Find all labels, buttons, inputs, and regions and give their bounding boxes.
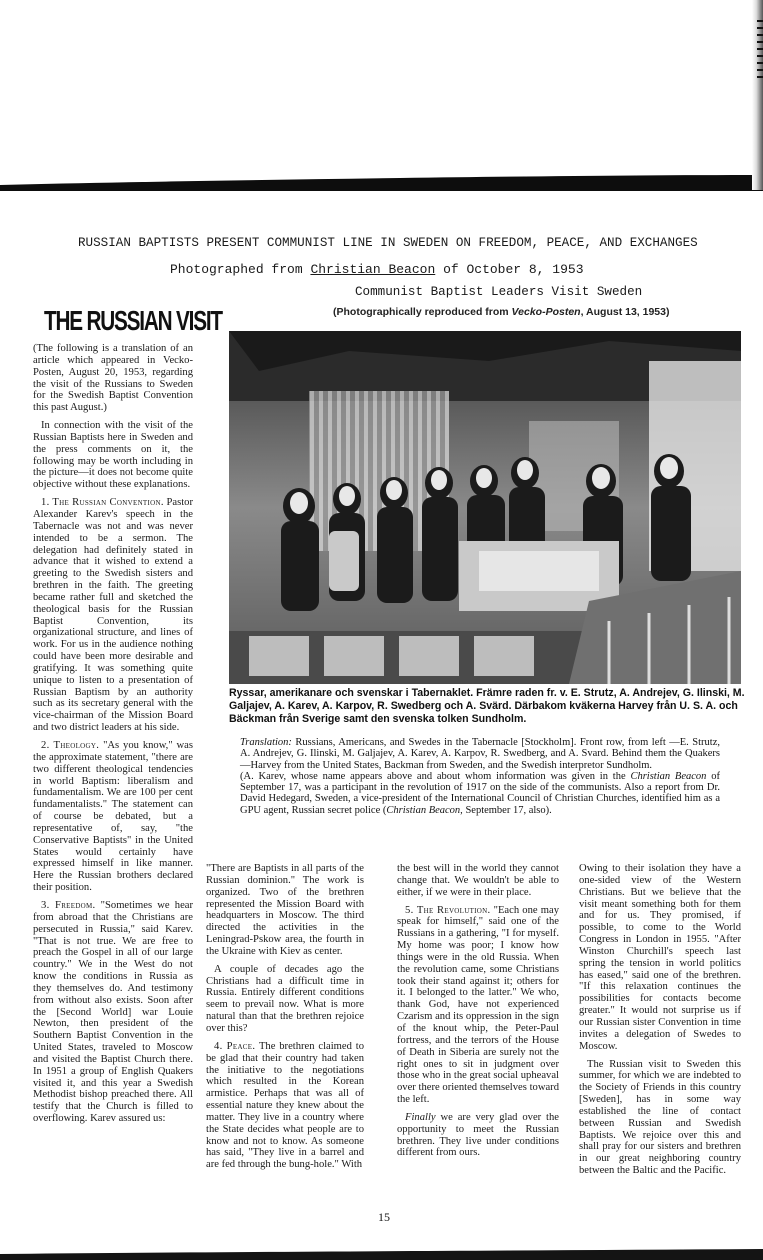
typed-header-line-3: Communist Baptist Leaders Visit Sweden	[355, 285, 643, 299]
karev-note: (A. Karev, whose name appears above and about whom information was given in the Christian Beacon of September 17, was a participant in the revolution of 1917 on the side of the communists. Also a report from Dr. David Hedegard, Sweden, a vice-president of the International Council of Christian Churches, identified him as a GPU agent, Russian secret police (Christian Beacon, September 17, also).	[240, 770, 720, 816]
reproduced-note: (Photographically reproduced from Vecko-Posten, August 13, 1953)	[333, 306, 670, 318]
section-theology: 2. Theology. "As you know," was the approximate statement, "there are two different theological tendencies in world Baptism: liberalism and fundamentalism. We are 100 per cent fundamentalists." The statement can of course be debated, but a representative of, say, "the Conservative Baptists" in the United States would certainly have expressed himself in like manner. Here the Russian brothers declared their position.	[33, 740, 193, 894]
article-column-2	[206, 863, 364, 1177]
column-2-paragraph: "There are Baptists in all parts of the Russian dominion." The work is organized. Two of the brethren represented the Mission Board with headquarters in Moscow. The third directed the activities in the Leningrad-Pskow area, the fourth in the Ukraine with Kiev as center.	[206, 863, 364, 957]
section-russian-convention: 1. The Russian Convention. Pastor Alexander Karev's speech in the Tabernacle was not and was never intended to be a sermon. The delegation had definitely stated in advance that it wished to extend a greeting to the Swedish sisters and brethren in the faith. The greeting became rather full and sketched the theological basis for the Russian Baptist Convention, its organizational structure, and lines of work. For us in the audience nothing could have been more desirable and gratifying. It was something quite unique to listen to a presentation of Russian Baptism by an authority such as its secretary general with the vice-chairman of the Mission Board and two district leaders at his side.	[33, 497, 193, 734]
column-4-paragraph: Owing to their isolation they have a one-sided view of the Western Christians. But we believe that the visit meant something both for them and for us. They promised, if possible, to come to the World Congress in London in 1955. "After Winston Churchill's speech last spring the tension in world politics has eased," said one of the brethren. "If this relaxation continues the possibilities for contacts become greater." It would not surprise us if our Russian sister Convention in time invites a delegation of Swedes to Moscow.	[579, 863, 741, 1052]
article-left-column	[33, 343, 193, 1131]
typed-header-line-2: Photographed from Christian Beacon of October 8, 1953	[170, 262, 584, 277]
page-number: 15	[378, 1210, 390, 1224]
article-title: THE RUSSIAN VISIT	[44, 305, 222, 336]
article-column-4	[579, 863, 741, 1183]
translation-text: Translation: Russians, Americans, and Swedes in the Tabernacle [Stockholm]. Front row, from left —E. Strutz, A. Andrejev, G. Ilinski, M. Galjajev, A. Karev, A. Karpov, R. Swedberg, and A. Svard. Behind them the Quakers—Harvey from the United States, Backman from Sweden, and the Swedish interpretor Sundholm.	[240, 737, 720, 771]
intro-paragraph-2: In connection with the visit of the Russian Baptists here in Sweden and the press comments on it, the following may be worth including in the picture—it does not become quite objective without these explanations.	[33, 420, 193, 491]
column-4-paragraph: The Russian visit to Sweden this summer, for which we are indebted to the Society of Friends in this country [Sweden], has in some way established the line of contact between Russian and Swedish Baptists. We rejoice over this and shall pray for our sisters and brethren in our great neighboring country between the Baltic and the Pacific.	[579, 1058, 741, 1177]
article-column-3	[397, 863, 559, 1165]
photo-caption-swedish: Ryssar, amerikanare och svenskar i Tabernaklet. Främre raden fr. v. E. Strutz, A. Andrejev, G. Ilinski, M. Galjajev, A. Karev, A. Karpov, R. Swedberg och A. Svärd. Därbakom kväkerna Harvey från U. S. A. och Bäckman från Sverige samt den svenska tolken Sundholm.	[229, 687, 745, 725]
column-3-closing: Finally we are very glad over the opportunity to meet the Russian brethren. They live under conditions different from ours.	[397, 1111, 559, 1159]
section-revolution: 5. The Revolution. "Each one may speak for himself," said one of the Russians in a gathering, "I for myself. My home was poor; I know how things were in the old Russia. When the revolution came, some Christians took their stand against it; others for it. I belonged to the latter." We who, thank God, have not experienced Czarism and its oppression in the sign of the knout whip, the Peter-Paul fortress, and the terrors of the House of Death in Siberia are surely not the right ones to sit in judgment over those who in the great social upheaval over there oriented themselves toward the left.	[397, 904, 559, 1106]
photo-caption-translation	[240, 737, 720, 816]
intro-paragraph: (The following is a translation of an article which appeared in Vecko-Posten, August 20, 1953, regarding the visit of the Russians to Sweden for the Swedish Baptist Convention this past August.)	[33, 343, 193, 414]
section-freedom: 3. Freedom. "Sometimes we hear from abroad that the Christians are persecuted in Russia," said Karev. "That is not true. We are free to preach the Gospel in all of our large country." We in the West do not know the conditions in Russia as they themselves do. And testimony from without also exists. Soon after the [Second World] war Louie Newton, then president of the Southern Baptist Convention in the United States, traveled to Moscow and visited the Baptist Church there. In 1951 a group of English Quakers visited it, and this year a Swedish Methodist bishop preached there. All testify that the Church is filled to overflowing. Karev assured us:	[33, 899, 193, 1125]
section-peace: 4. Peace. The brethren claimed to be glad that their country had taken the initiative to the negotiations which resulted in the Korean armistice. Perhaps that was all of essential nature they knew about the matter. They live in a country where the State decides what people are to know and not to know. As someone has said, "They live in a barrel and are fed through the bung-hole." With	[206, 1040, 364, 1171]
scan-right-ticks	[757, 20, 763, 80]
column-3-paragraph: the best will in the world they cannot change that. We wouldn't be able to either, if we were in their place.	[397, 863, 559, 898]
typed-header-line-1: RUSSIAN BAPTISTS PRESENT COMMUNIST LINE IN SWEDEN ON FREEDOM, PEACE, AND EXCHANGES	[78, 236, 698, 250]
scan-bottom-band	[0, 1248, 763, 1260]
column-2-paragraph: A couple of decades ago the Christians had a difficult time in Russia. Entirely different conditions seem to prevail now. What is more natural than that the brethren rejoice over this?	[206, 963, 364, 1034]
source-christian-beacon: Christian Beacon	[310, 262, 436, 277]
tabernacle-photo	[229, 331, 741, 684]
scan-edge-band	[0, 175, 763, 191]
